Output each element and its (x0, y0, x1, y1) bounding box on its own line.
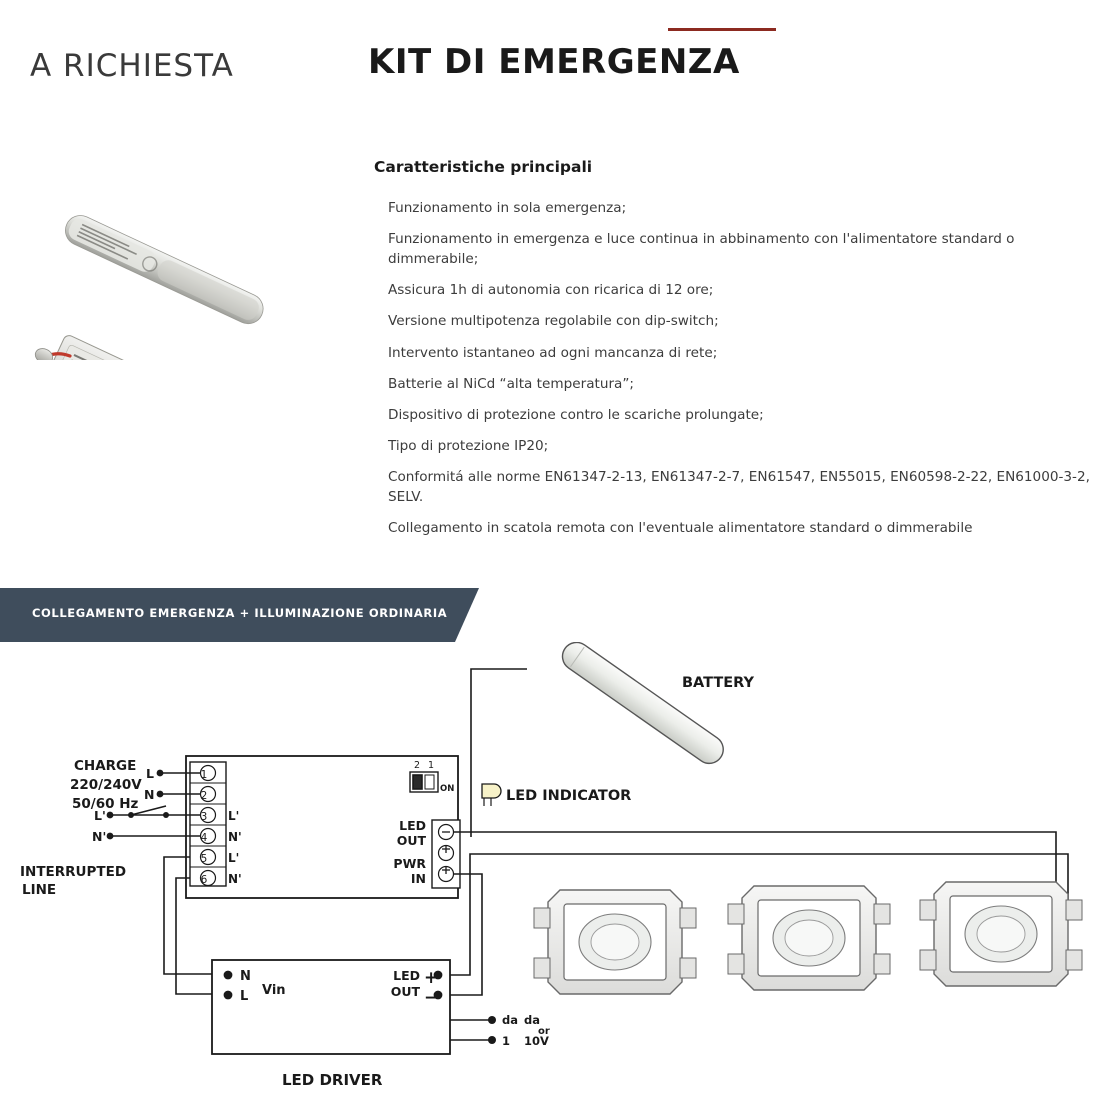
list-item: Tipo di protezione IP20; (388, 437, 549, 454)
label-led-indicator: LED INDICATOR (506, 788, 632, 804)
label-voltage: 220/240V (70, 777, 142, 793)
list-item: Collegamento in scatola remota con l'eventuale alimentatore standard o dimmerabile (388, 520, 973, 537)
driver-output-minus: − (424, 988, 439, 1008)
driver-vin-label: Vin (262, 983, 286, 998)
diagram-band-label: COLLEGAMENTO EMERGENZA + ILLUMINAZIONE ORDINARIA (32, 606, 448, 620)
terminal-2-number: 2 (200, 790, 208, 802)
list-item: Conformitá alle norme EN61347-2-13, EN61347-2-7, EN61547, EN55015, EN60598-2-22, EN61000-3-2, SELV. (388, 468, 1090, 506)
dali-label-3: 1 (502, 1034, 511, 1048)
wiring-schematic (0, 642, 1100, 1100)
dip-switch-on-label: ON (440, 784, 455, 794)
driver-terminal-l: L (240, 989, 249, 1004)
label-interrupted-line-2: LINE (22, 882, 57, 898)
page-title: KIT DI EMERGENZA (368, 42, 740, 82)
label-mains-l: L (146, 766, 154, 781)
label-pwr-in-1: PWR (393, 856, 426, 871)
list-item: Funzionamento in emergenza e luce continua in abbinamento con l'alimentatore standard o dimmerabile; (388, 231, 1015, 268)
page-subtitle: A RICHIESTA (30, 48, 234, 84)
label-interrupted-line-1: INTERRUPTED (20, 864, 127, 880)
terminal-6-label: N' (228, 872, 242, 886)
terminal-4-label: N' (228, 830, 242, 844)
driver-led-out-2: OUT (390, 984, 420, 999)
label-switched-n: N' (92, 829, 107, 844)
features-list (388, 198, 1100, 549)
dip-switch-1-label: 1 (428, 760, 435, 771)
dali-label-1: da (502, 1013, 518, 1027)
label-charge: CHARGE (74, 758, 137, 774)
terminal-1-number: 1 (200, 769, 208, 781)
list-item: Batterie al NiCd “alta temperatura”; (388, 375, 635, 392)
dali-label-2: da (524, 1013, 540, 1027)
led-driver-title: LED DRIVER (282, 1071, 383, 1089)
features-heading: Caratteristiche principali (374, 158, 593, 176)
terminal-3-number: 3 (200, 811, 208, 823)
label-pwr-in-2: IN (410, 871, 426, 886)
driver-led-out-1: LED (393, 968, 420, 983)
product-photo (8, 160, 328, 360)
terminal-4-number: 4 (200, 832, 208, 844)
dali-or-label: or (538, 1026, 550, 1037)
dali-label-4: 10V (524, 1034, 549, 1048)
title-accent-rule (668, 28, 776, 31)
diagram-band-notch (455, 588, 479, 642)
label-switched-l: L' (94, 808, 106, 823)
dip-switch-2-label: 2 (414, 760, 421, 771)
label-mains-n: N (144, 787, 155, 802)
list-item: Dispositivo di protezione contro le scariche prolungate; (388, 406, 764, 423)
list-item: Assicura 1h di autonomia con ricarica di 12 ore; (388, 282, 714, 299)
list-item: Intervento istantaneo ad ogni mancanza di rete; (388, 344, 718, 361)
driver-terminal-n: N (240, 969, 251, 984)
terminal-5-label: L' (228, 851, 240, 865)
terminal-5-number: 5 (200, 853, 208, 865)
terminal-3-label: L' (228, 809, 240, 823)
label-frequency: 50/60 Hz (72, 796, 139, 812)
driver-output-plus: + (424, 968, 439, 988)
list-item: Versione multipotenza regolabile con dip-switch; (388, 313, 719, 330)
label-led-out-1: LED (399, 818, 426, 833)
terminal-6-number: 6 (200, 874, 208, 886)
list-item: Funzionamento in sola emergenza; (388, 200, 627, 216)
label-led-out-2: OUT (396, 833, 426, 848)
label-battery: BATTERY (682, 675, 755, 691)
